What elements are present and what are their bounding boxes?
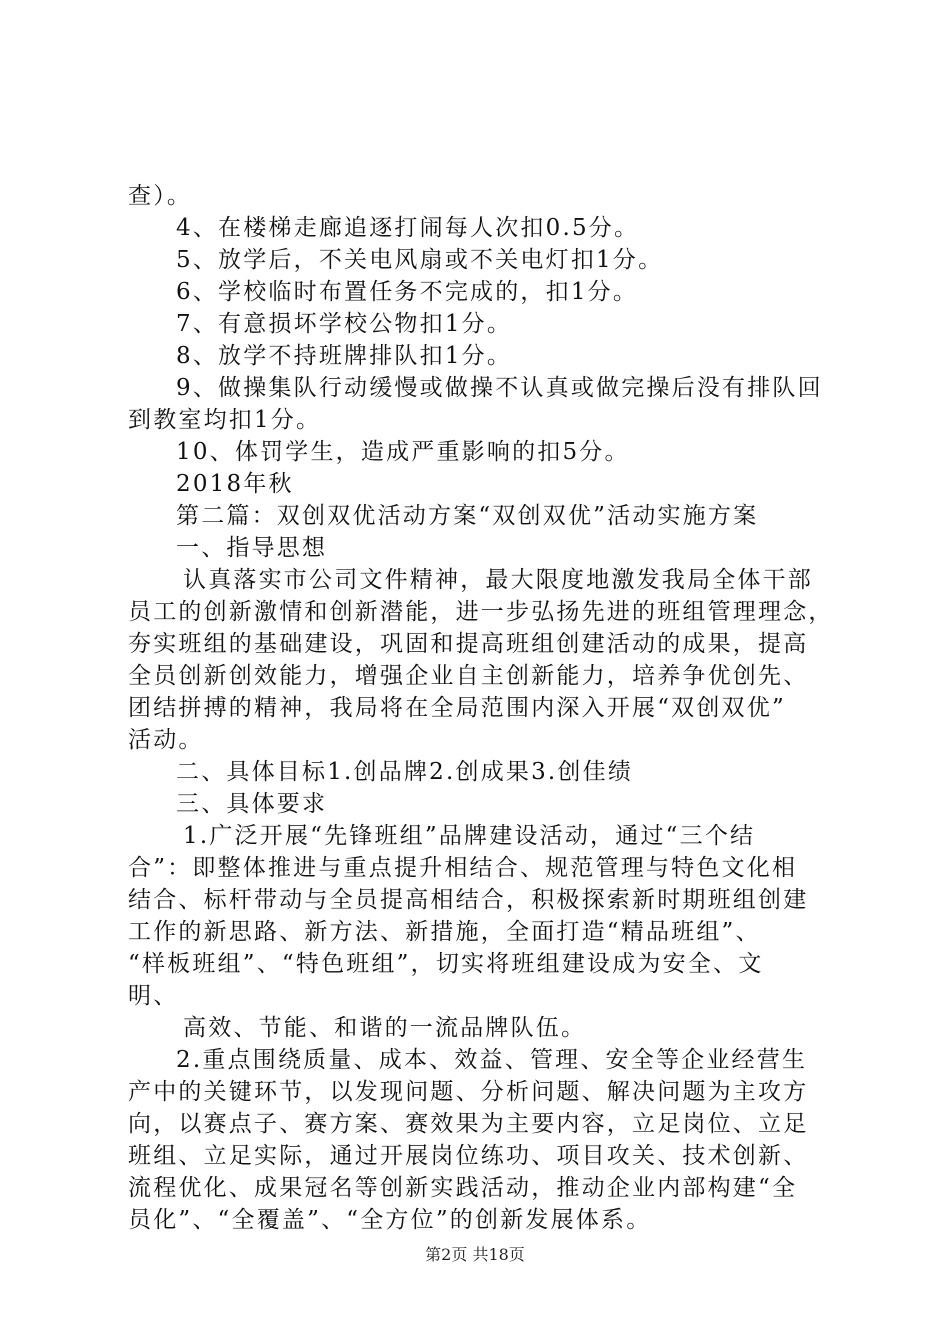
text-line: 夯实班组的基础建设，巩固和提高班组创建活动的成果，提高: [128, 631, 809, 657]
heading: 二、具体目标1.创品牌2.创成果3.创佳绩: [176, 759, 634, 785]
text-line: 向，以赛点子、赛方案、赛效果为主要内容，立足岗位、立足: [128, 1111, 809, 1137]
text-line: “样板班组”、“特色班组”，切实将班组建设成为安全、文: [128, 951, 764, 977]
text-line: 10、体罚学生，造成严重影响的扣5分。: [176, 439, 630, 465]
text-line: 工作的新思路、新方法、新措施，全面打造“精品班组”、: [128, 919, 761, 945]
text-line: 8、放学不持班牌排队扣1分。: [176, 343, 513, 369]
text-line: 7、有意损坏学校公物扣1分。: [176, 311, 513, 337]
text-line: 到教室均扣1分。: [128, 407, 322, 433]
text-line: 活动。: [128, 727, 204, 753]
text-line: 结合、标杆带动与全员提高相结合，积极探索新时期班组创建: [128, 887, 809, 913]
text-line: 流程优化、成果冠名等创新实践活动，推动企业内部构建“全: [128, 1175, 798, 1201]
text-line: 员工的创新激情和创新潜能，进一步弘扬先进的班组管理理念，: [128, 599, 834, 625]
text-line: 全员创新创效能力，增强企业自主创新能力，培养争优创先、: [128, 663, 809, 689]
text-line: 9、做操集队行动缓慢或做操不认真或做完操后没有排队回: [176, 375, 823, 401]
section-title: 第二篇：双创双优活动方案“双创双优”活动实施方案: [176, 503, 759, 529]
text-line: 产中的关键环节，以发现问题、分析问题、解决问题为主攻方: [128, 1079, 809, 1105]
text-line: 明、: [128, 983, 179, 1009]
heading: 一、指导思想: [176, 535, 328, 561]
text-line: 2018年秋: [176, 471, 294, 497]
text-line: 4、在楼梯走廊追逐打闹每人次扣0.5分。: [176, 215, 640, 241]
text-line: 5、放学后，不关电风扇或不关电灯扣1分。: [176, 247, 664, 273]
heading: 三、具体要求: [176, 791, 328, 817]
text-line: 高效、节能、和谐的一流品牌队伍。: [183, 1015, 587, 1041]
text-line: 6、学校临时布置任务不完成的，扣1分。: [176, 279, 639, 305]
text-line: 员化”、“全覆盖”、“全方位”的创新发展体系。: [128, 1207, 652, 1233]
text-line: 2.重点围绕质量、成本、效益、管理、安全等企业经营生: [176, 1047, 808, 1073]
text-line: 班组、立足实际，通过开展岗位练功、项目攻关、技术创新、: [128, 1143, 809, 1169]
text-line: 团结拼搏的精神，我局将在全局范围内深入开展“双创双优”: [128, 695, 786, 721]
text-line: 1.广泛开展“先锋班组”品牌建设活动，通过“三个结: [183, 823, 756, 849]
text-line: 认真落实市公司文件精神，最大限度地激发我局全体干部: [183, 567, 813, 593]
page-footer: 第2页 共18页: [425, 1245, 525, 1264]
text-line: 查）。: [128, 183, 193, 209]
text-line: 合”：即整体推进与重点提升相结合、规范管理与特色文化相: [128, 855, 798, 881]
